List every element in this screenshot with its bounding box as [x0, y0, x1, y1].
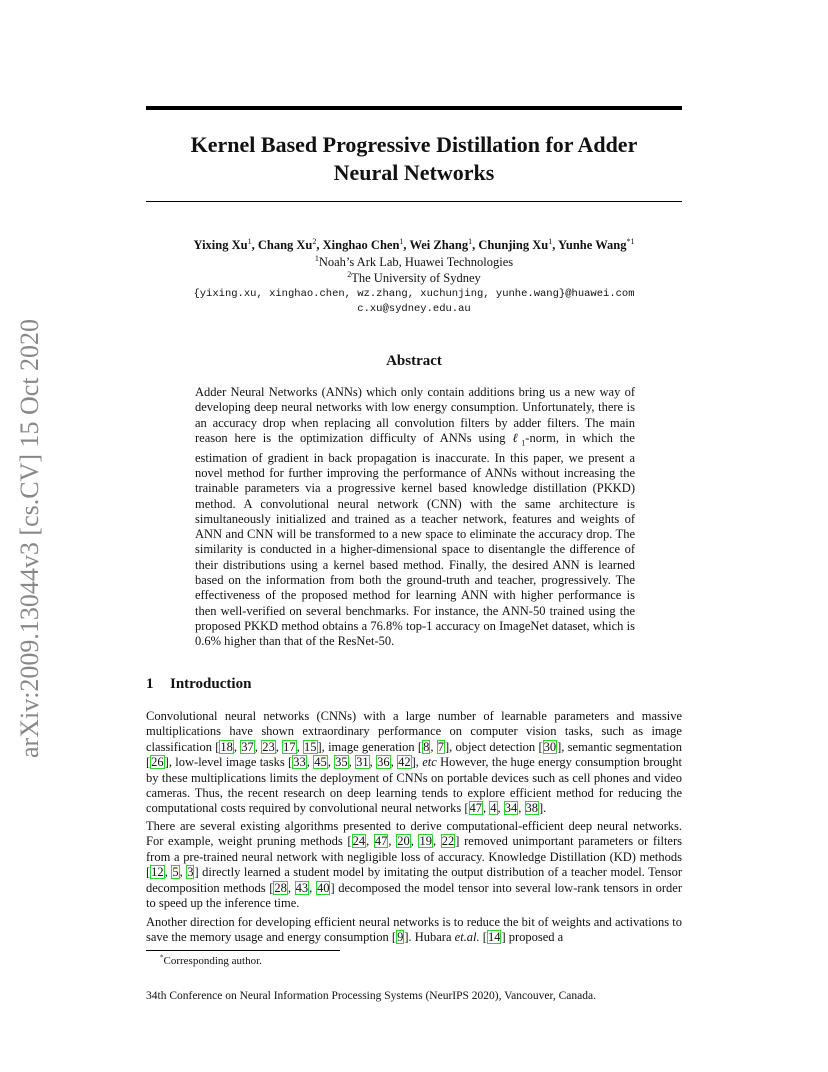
citation-link[interactable]: 37	[241, 739, 254, 754]
abstract-heading: Abstract	[386, 353, 442, 369]
arxiv-stamp-text: arXiv:2009.13044v3 [cs.CV] 15 Oct 2020	[15, 318, 44, 758]
l1-norm-subscript: 1	[521, 438, 526, 448]
citation-link[interactable]: 7	[437, 739, 444, 754]
author-name: Chang Xu	[257, 238, 313, 252]
abstract-text-b: -norm, in which the estimation of gradient in back propagation is inaccurate. In this paper, we present a novel method for further improving the performance of ANNs without increasing the trainable parameters via a progressive kernel based knowledge distillation (PKKD) method. A convolutional neural network (CNN) with the same architecture is simultaneously initialized and trained as a teacher network, features and weights of ANN and CNN will be transformed to a new space to eliminate the accuracy drop. The similarity is conducted in a higher-dimensional space to disentangle the difference of their distributions using a kernel based method. Finally, the desired ANN is learned based on the information from both the ground-truth and teacher, progressively. The effectiveness of the proposed method for learning ANN with higher performance is then well-verified on several benchmarks. For instance, the ANN-50 trained using the proposed PKKD method obtains a 76.8% top-1 accuracy on ImageNet dataset, which is 0.6% higher than that of the ResNet-50.	[195, 430, 635, 649]
author-name: Yixing Xu	[193, 238, 248, 252]
citation-link[interactable]: 17	[283, 739, 296, 754]
citation-link[interactable]: 26	[151, 755, 164, 770]
title-rule-bottom	[146, 201, 682, 202]
affiliation-1-text: Noah’s Ark Lab, Huawei Technologies	[318, 255, 514, 269]
affiliation-2-text: The University of Sydney	[351, 271, 481, 285]
title-rule-top	[146, 106, 682, 110]
section-title: Introduction	[170, 676, 252, 692]
citation-link[interactable]: 35	[335, 755, 348, 770]
paragraph-text: [	[479, 930, 487, 945]
paragraph-text: ], low-level image tasks [	[164, 755, 293, 770]
email-list-huawei: {yixing.xu, xinghao.chen, wz.zhang, xuchunjing, yunhe.wang}@huawei.com	[193, 288, 635, 300]
paragraph-text: ],	[411, 755, 423, 770]
paper-title	[146, 131, 682, 187]
paragraph-text: ] proposed a	[501, 930, 564, 945]
intro-paragraph-1: Convolutional neural networks (CNNs) with a large number of learnable parameters and massive multiplications have shown extraordinary performance on computer vision tasks, such as image classification [18, 37, 23, 17, 15], image generation [8, 7], object detection [30], semantic segmentation [26], low-level image tasks [33, 45, 35, 31, 36, 42], etc However, the huge energy consumption brought by these multiplications limits the deployment of CNNs on portable devices such as cell phones and video cameras. Thus, the recent research on deep learning tends to explore efficient method for reducing the computational costs required by convolutional neural networks [47, 4, 34, 38].	[146, 709, 683, 816]
paragraph-text: ].	[539, 801, 547, 816]
citation-link[interactable]: 12	[151, 865, 164, 880]
citation-link[interactable]: 15	[304, 739, 317, 754]
citation-link[interactable]: 24	[352, 834, 366, 849]
footnote	[160, 955, 262, 967]
author-affiliation-mark: 2	[312, 236, 317, 246]
author-affiliation-mark: 1	[468, 236, 473, 246]
section-number: 1	[146, 676, 154, 692]
citation-link[interactable]: 47	[469, 801, 482, 816]
title-line-2: Neural Networks	[333, 160, 495, 185]
abstract-text-a: Adder Neural Networks (ANNs) which only contain additions bring us a new way of developing deep neural networks with low energy consumption. Unfortunately, there is an accuracy drop when replacing all convolution filters by adder filters. The main reason here is the optimization difficulty of ANNs using	[195, 385, 635, 445]
author-name: Wei Zhang	[409, 238, 469, 252]
email-sydney: c.xu@sydney.edu.au	[357, 303, 471, 315]
author-affiliation-mark: 1	[247, 236, 252, 246]
citation-link[interactable]: 19	[419, 834, 432, 849]
footnote-text: Corresponding author.	[163, 955, 262, 967]
citation-link[interactable]: 8	[423, 739, 430, 754]
citation-link[interactable]: 36	[377, 755, 390, 770]
paragraph-text: ], image generation [	[317, 739, 423, 754]
citation-link[interactable]: 22	[441, 834, 455, 849]
paragraph-text: There are several existing algorithms presented to derive computational-efficient deep neural networks. For example, weight pruning methods [	[146, 819, 682, 849]
citation-link[interactable]: 14	[487, 930, 501, 945]
citation-link[interactable]: 28	[274, 880, 287, 895]
paragraph-text: Another direction for developing efficient neural networks is to reduce the bit of weights and activations to save the memory usage and energy consumption [	[146, 915, 682, 945]
paragraph-text: ] decomposed the model tensor into several low-rank tensors in order to speed up the inference time.	[146, 880, 683, 911]
l1-norm-symbol: ℓ	[512, 430, 522, 445]
citation-link[interactable]: 23	[262, 739, 275, 754]
paragraph-text: ] directly learned a student model by imitating the output distribution of a teacher model. Tensor decomposition methods [	[146, 865, 682, 895]
citation-link[interactable]: 3	[187, 865, 194, 880]
paragraph-text: Convolutional neural networks (CNNs) with a large number of learnable parameters and massive multiplications have shown extraordinary performance on computer vision tasks, such as image classification [	[146, 709, 682, 754]
intro-paragraph-2: There are several existing algorithms presented to derive computational-efficient deep neural networks. For example, weight pruning methods [24, 47, 20, 19, 22] removed unimportant parameters or filters from a pre-trained neural network with negligible loss of accuracy. Knowledge Distillation (KD) methods [12, 5, 3] directly learned a student model by imitating the output distribution of a teacher model. Tensor decomposition methods [28, 43, 40] decomposed the model tensor into several low-rank tensors in order to speed up the inference time.	[146, 819, 683, 911]
citation-link[interactable]: 18	[220, 739, 233, 754]
italic-text: et.al.	[454, 930, 480, 945]
author-affiliation-mark: *1	[626, 236, 635, 246]
citation-link[interactable]: 33	[293, 755, 306, 770]
citation-link[interactable]: 20	[397, 834, 410, 849]
author-name: Xinghao Chen	[322, 238, 400, 252]
citation-link[interactable]: 4	[490, 801, 497, 816]
citation-link[interactable]: 45	[314, 755, 327, 770]
affiliation-1-mark: 1	[314, 253, 319, 263]
footnote-mark: *	[160, 953, 164, 962]
citation-link[interactable]: 9	[397, 930, 404, 945]
paragraph-text: However, the huge energy consumption brought by these multiplications limits the deployment of CNNs on portable devices such as cell phones and video cameras. Thus, the recent research on deep learning tends to explore efficient method for reducing the computational costs required by convolutional neural networks [	[146, 755, 683, 816]
author-affiliation-mark: 1	[399, 236, 404, 246]
title-line-1: Kernel Based Progressive Distillation for Adder	[190, 132, 638, 157]
affiliation-1	[146, 254, 682, 270]
author-list: Yixing Xu$^1$, Chang Xu$^2$, Xinghao Chen$^1$, Wei Zhang$^1$, Chunjing Xu$^1$, Yunhe Wang$^{*1}$	[193, 236, 635, 252]
citation-link[interactable]: 43	[295, 880, 309, 895]
arxiv-stamp	[10, 288, 50, 758]
author-name: Chunjing Xu	[478, 238, 549, 252]
citation-link[interactable]: 42	[398, 755, 411, 770]
citation-link[interactable]: 34	[504, 801, 518, 816]
citation-link[interactable]: 40	[316, 880, 330, 895]
footnote-rule	[146, 950, 340, 951]
paragraph-text: ]. Hubara	[404, 930, 455, 945]
paragraph-text: ], object detection [	[444, 739, 543, 754]
conference-note: 34th Conference on Neural Information Processing Systems (NeurIPS 2020), Vancouver, Canada.	[146, 990, 596, 1002]
citation-link[interactable]: 31	[356, 755, 369, 770]
abstract-body	[195, 385, 635, 650]
intro-paragraph-3	[146, 915, 682, 946]
citation-link[interactable]: 5	[172, 865, 179, 880]
author-affiliation-mark: 1	[548, 236, 553, 246]
affiliation-2	[146, 270, 682, 286]
citation-link[interactable]: 47	[374, 834, 388, 849]
italic-text: etc	[422, 755, 437, 770]
section-heading-introduction	[146, 676, 251, 693]
author-name: Yunhe Wang	[558, 238, 627, 252]
paragraph-text: ] removed unimportant parameters or filters from a pre-trained neural network with negligible loss of accuracy. Knowledge Distillation (KD) methods [	[146, 834, 683, 880]
citation-link[interactable]: 30	[543, 739, 557, 754]
citation-link[interactable]: 38	[525, 801, 538, 816]
paragraph-text: ], semantic segmentation [	[146, 739, 683, 770]
affiliation-2-mark: 2	[347, 269, 352, 279]
